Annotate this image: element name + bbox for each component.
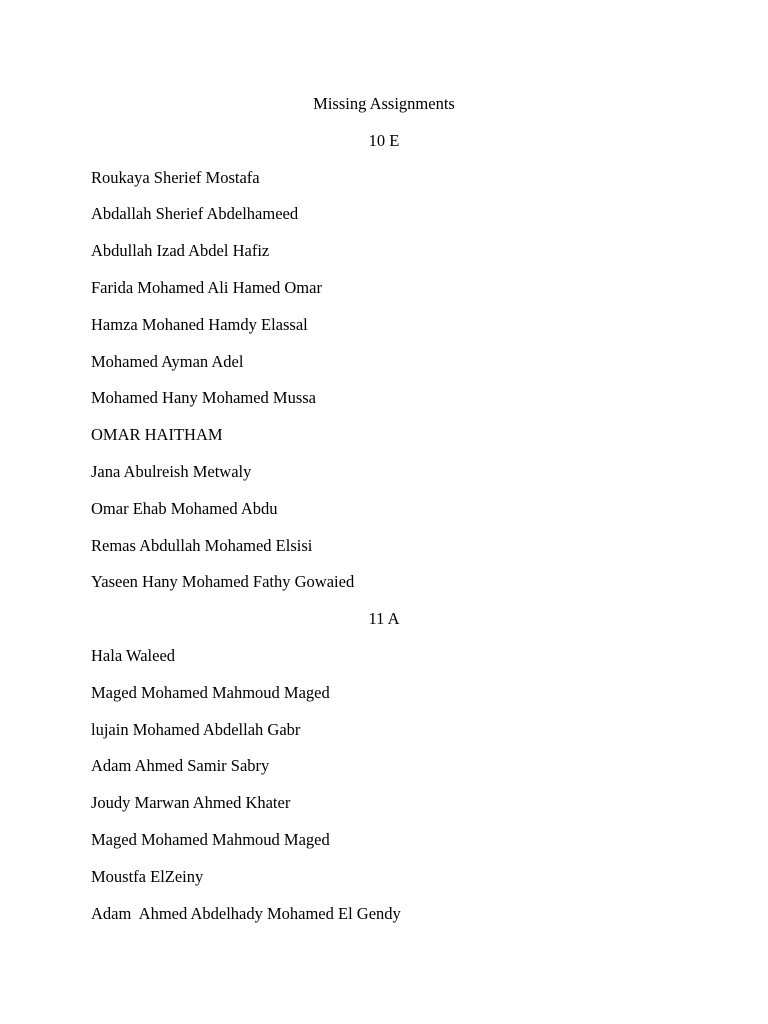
student-name: Adam Ahmed Abdelhady Mohamed El Gendy [91, 903, 401, 923]
student-name: Joudy Marwan Ahmed Khater [91, 793, 291, 813]
student-name: Omar Ehab Mohamed Abdu [91, 498, 278, 518]
student-name: Yaseen Hany Mohamed Fathy Gowaied [91, 572, 355, 592]
student-name: Mohamed Ayman Adel [91, 351, 244, 371]
student-name: Hamza Mohaned Hamdy Elassal [91, 314, 308, 334]
section-heading-11a: 11 A [368, 609, 400, 629]
student-name: OMAR HAITHAM [91, 425, 223, 445]
student-name: Moustfa ElZeiny [91, 866, 204, 886]
student-name: Adam Ahmed Samir Sabry [91, 756, 270, 776]
student-name: Mohamed Hany Mohamed Mussa [91, 388, 317, 408]
student-name: Abdallah Sherief Abdelhameed [91, 204, 299, 224]
student-name: Remas Abdullah Mohamed Elsisi [91, 535, 313, 555]
section-heading-10e: 10 E [368, 130, 400, 150]
student-name: Hala Waleed [91, 645, 176, 665]
student-name: Maged Mohamed Mahmoud Maged [91, 829, 330, 849]
student-name: Roukaya Sherief Mostafa [91, 167, 260, 187]
student-name: Maged Mohamed Mahmoud Maged [91, 682, 330, 702]
student-name: Farida Mohamed Ali Hamed Omar [91, 277, 322, 297]
student-name: Jana Abulreish Metwaly [91, 461, 252, 481]
document-title: Missing Assignments [313, 94, 455, 113]
student-name: Abdullah Izad Abdel Hafiz [91, 241, 270, 261]
student-name: lujain Mohamed Abdellah Gabr [91, 719, 301, 739]
document-body [91, 93, 677, 939]
